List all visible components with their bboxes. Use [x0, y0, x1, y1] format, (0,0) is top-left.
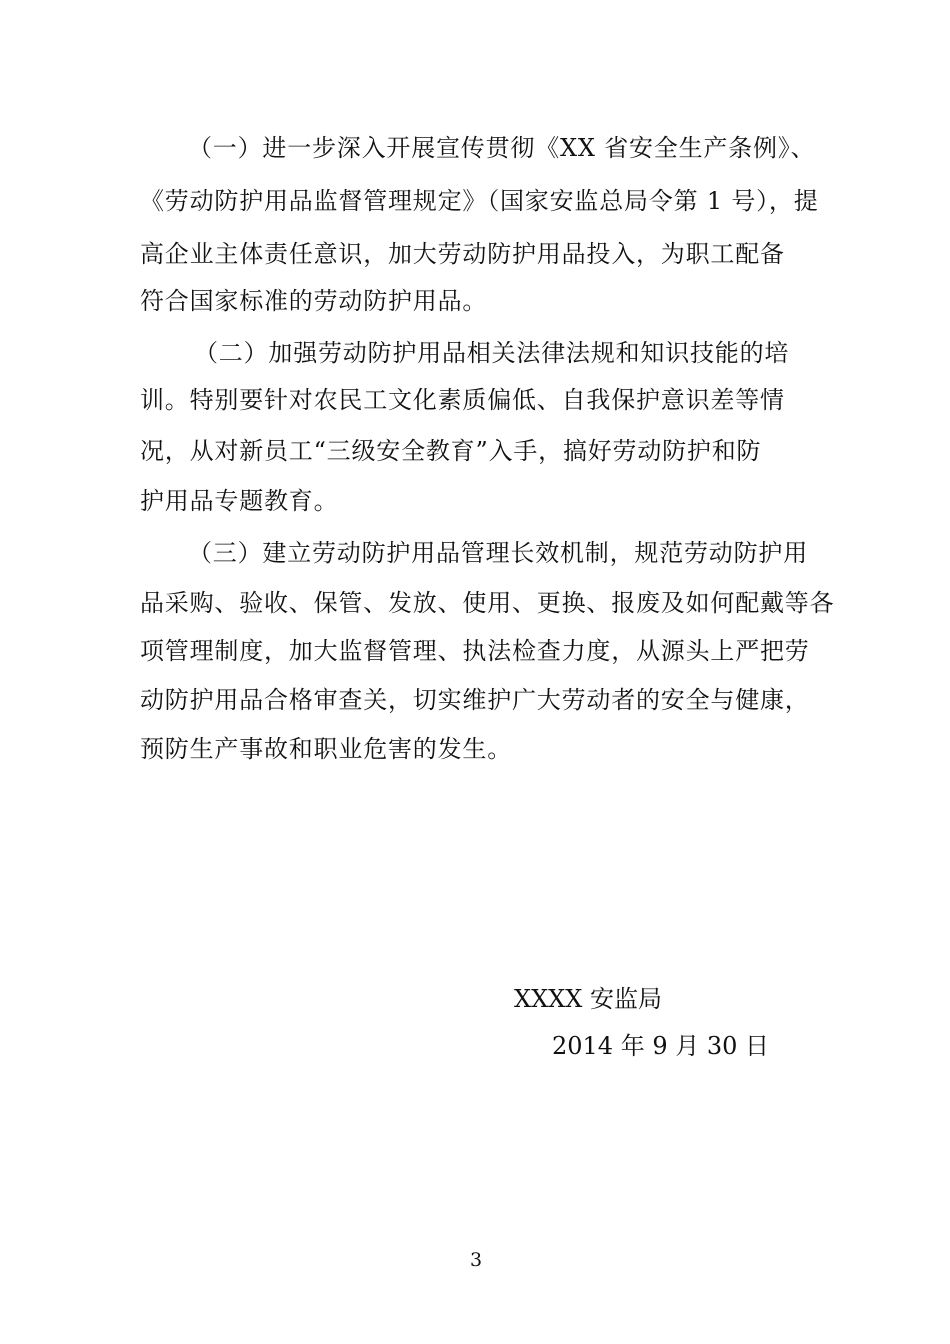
paragraph-1-line-2: 《劳动防护用品监督管理规定》（国家安监总局令第 1 号），提 — [140, 187, 819, 215]
paragraph-1-line-1: （一）进一步深入开展宣传贯彻《XX 省安全生产条例》、 — [188, 134, 816, 162]
paragraph-1-line-3: 高企业主体责任意识，加大劳动防护用品投入，为职工配备 — [140, 240, 785, 268]
paragraph-3-line-2: 品采购、验收、保管、发放、使用、更换、报废及如何配戴等各 — [140, 589, 835, 617]
paragraph-3-line-3: 项管理制度，加大监督管理、执法检查力度，从源头上严把劳 — [140, 637, 810, 665]
paragraph-2-line-4: 护用品专题教育。 — [140, 487, 339, 515]
paragraph-3-line-4: 动防护用品合格审查关，切实维护广大劳动者的安全与健康， — [140, 686, 810, 714]
paragraph-2-line-2: 训。特别要针对农民工文化素质偏低、自我保护意识差等情 — [140, 386, 785, 414]
paragraph-3-line-1: （三）建立劳动防护用品管理长效机制，规范劳动防护用 — [188, 539, 808, 567]
paragraph-1-line-4: 符合国家标准的劳动防护用品。 — [140, 287, 488, 315]
paragraph-2-line-3: 况，从对新员工“三级安全教育”入手，搞好劳动防护和防 — [140, 437, 762, 465]
paragraph-3-line-5: 预防生产事故和职业危害的发生。 — [140, 735, 512, 763]
page-number: 3 — [470, 1249, 483, 1271]
paragraph-2-line-1: （二）加强劳动防护用品相关法律法规和知识技能的培 — [194, 339, 790, 367]
issuer-signature: XXXX 安监局 — [514, 985, 662, 1013]
issue-date: 2014 年 9 月 30 日 — [552, 1032, 770, 1060]
